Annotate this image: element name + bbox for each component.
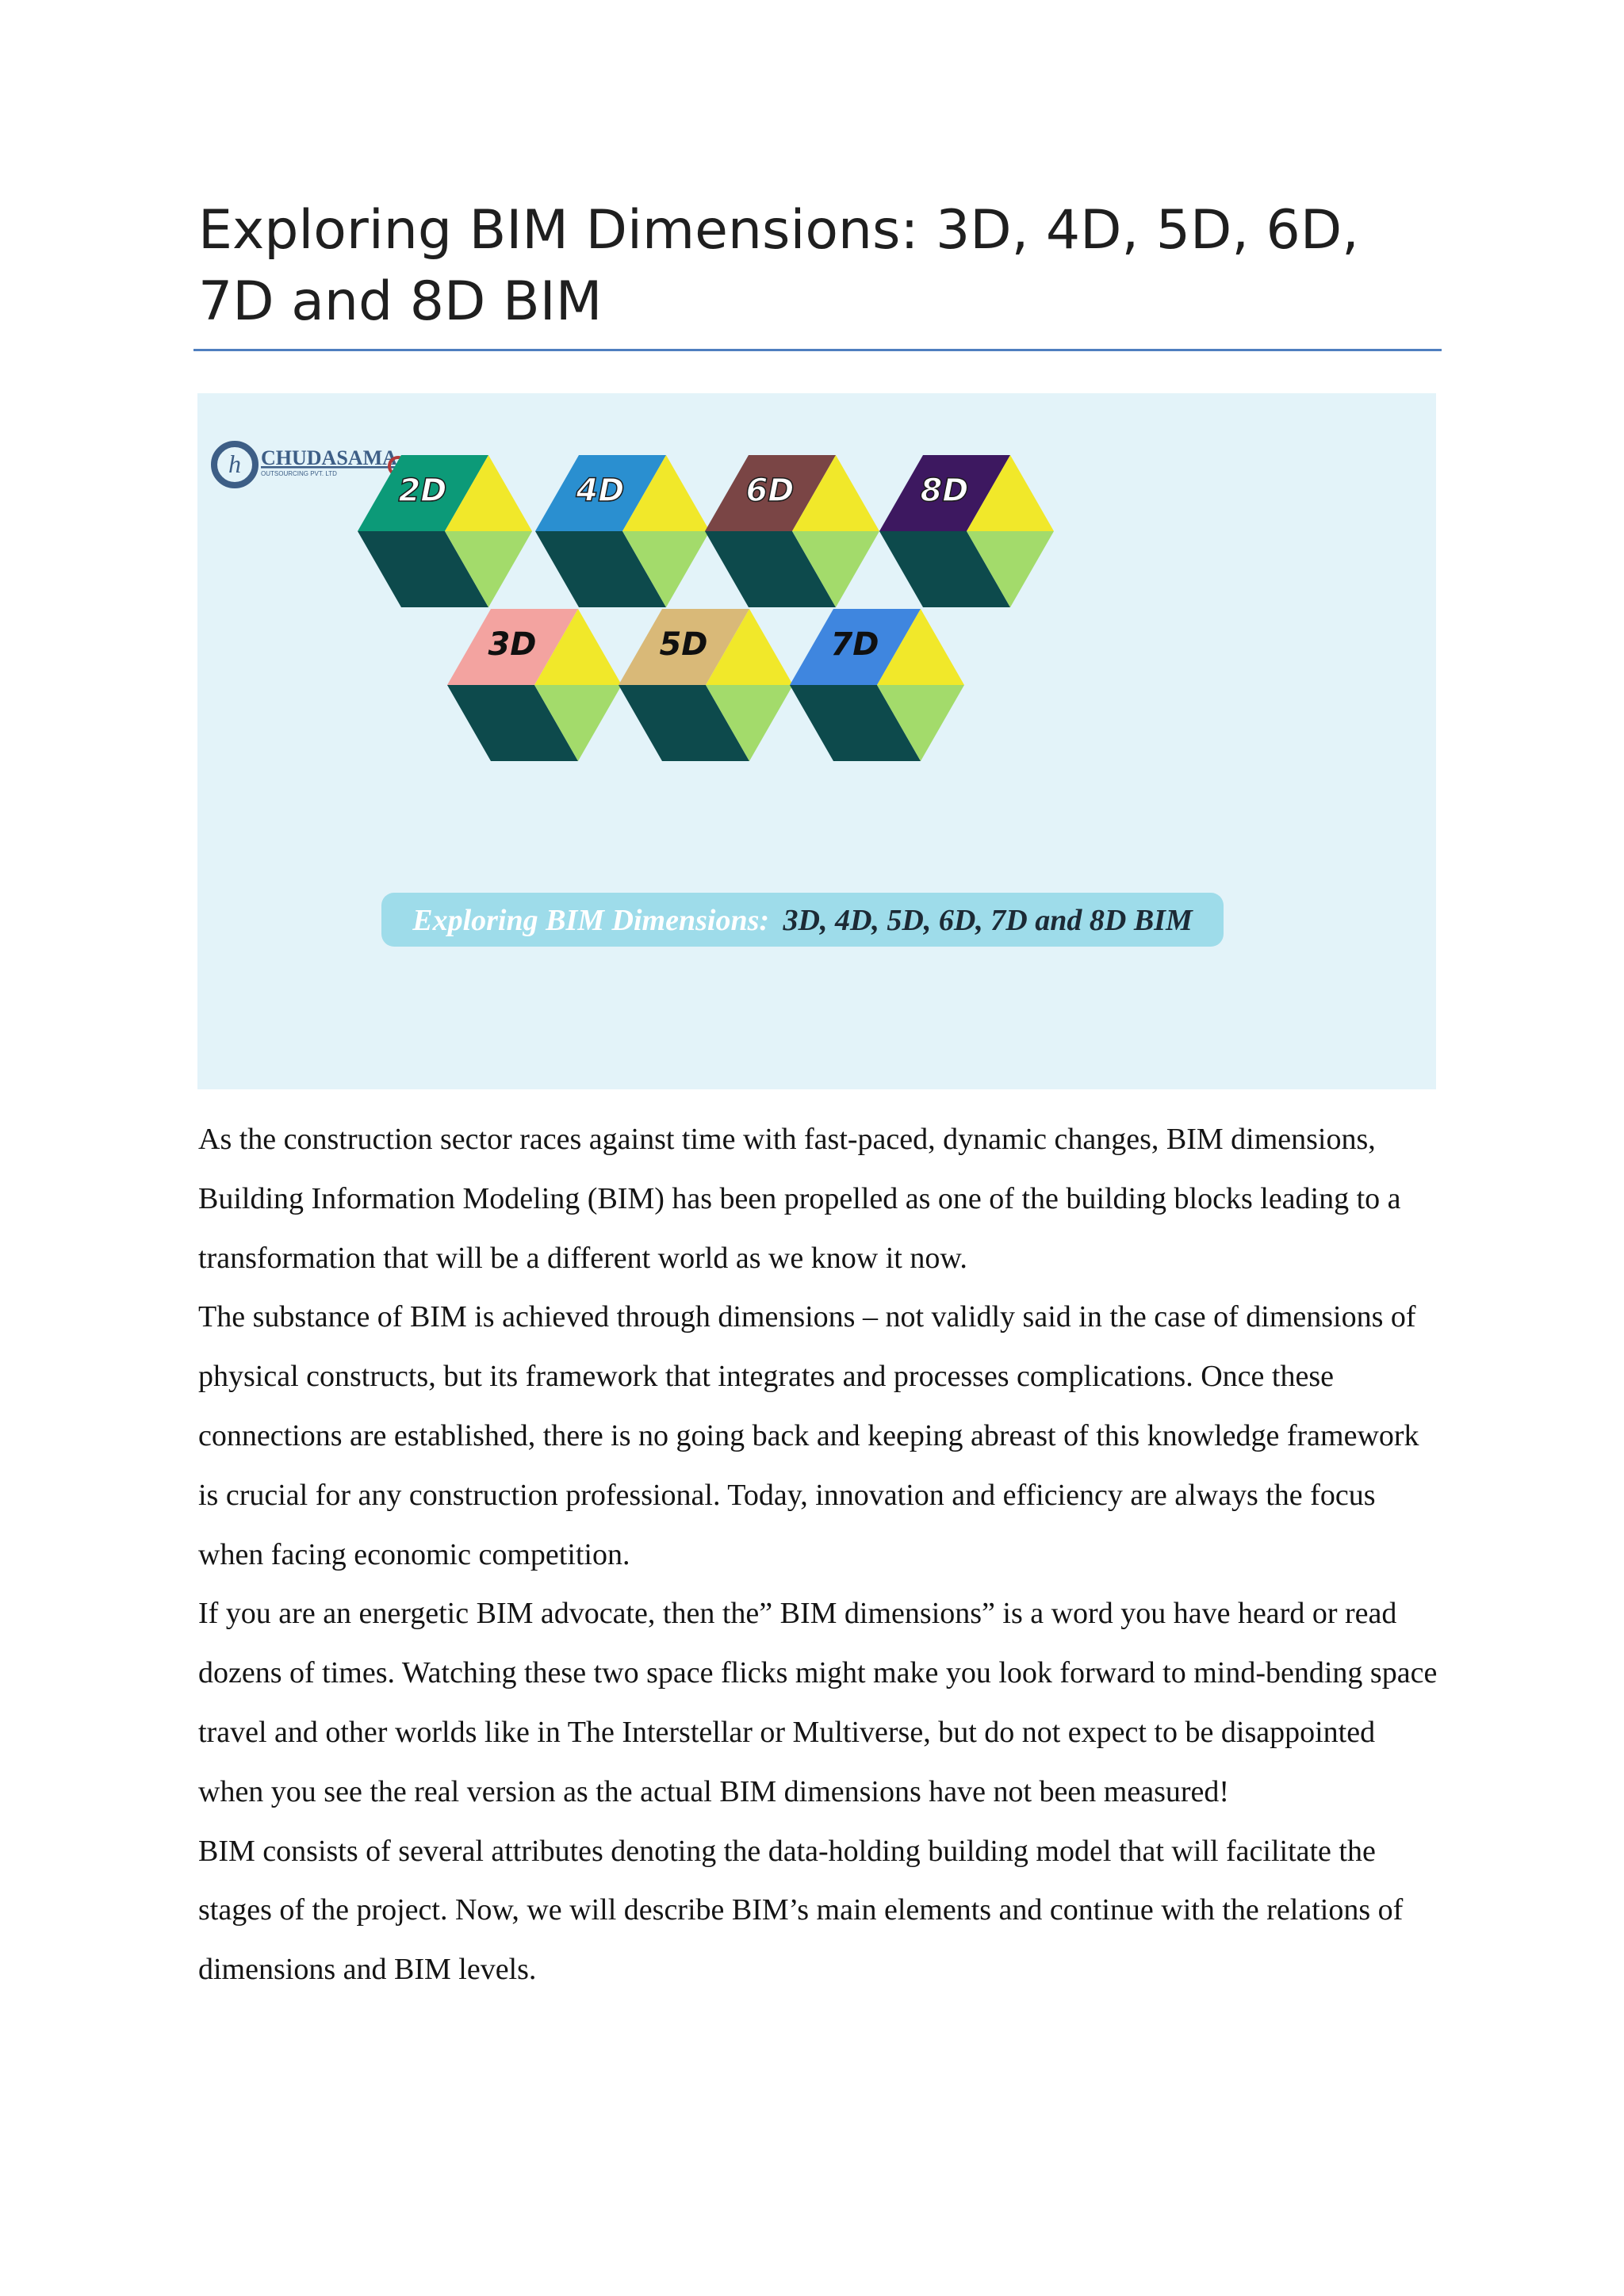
paragraph: The substance of BIM is achieved through dimensions – not validly said in the case of dimensions of physical constructs, but its framework that integrates and processes complications. Once these connections are established, there is no going back and keeping abreast of this knowledge framework is crucial for any construction professional. Today, innovation and efficiency are always the focus when facing economic competition. bbox=[198, 1300, 1419, 1571]
page-title: Exploring BIM Dimensions: 3D, 4D, 5D, 6D, 7D and 8D BIM bbox=[198, 199, 1359, 333]
dimension-cubes bbox=[358, 455, 1054, 761]
paragraph: As the construction sector races against time with fast-paced, dynamic changes, BIM dimensions, Building Information Modeling (BIM) has been propelled as one of the building blocks leading to a transformation that will be a different world as we know it now. bbox=[198, 1123, 1401, 1275]
hero-image bbox=[197, 393, 1436, 1089]
logo-subtitle: OUTSOURCING PVT. LTD bbox=[261, 470, 337, 477]
title-underline bbox=[193, 349, 1442, 351]
cube-2d bbox=[358, 455, 532, 607]
cube-label: 5D bbox=[659, 626, 708, 663]
article-body bbox=[198, 1110, 1443, 1999]
company-logo bbox=[214, 444, 407, 485]
logo-brand: CHUDASAMA bbox=[261, 446, 397, 469]
cube-label: 4D bbox=[576, 473, 625, 509]
paragraph: BIM consists of several attributes denoting the data-holding building model that will facilitate the stages of the project. Now, we will describe BIM’s main elements and continue with the relations of dimensions and BIM levels. bbox=[198, 1834, 1404, 1987]
hero-banner bbox=[381, 893, 1224, 947]
cube-6d bbox=[705, 455, 879, 607]
cube-label: 8D bbox=[920, 473, 969, 509]
cube-label: 6D bbox=[745, 473, 795, 509]
cube-label: 7D bbox=[830, 626, 879, 663]
banner-lead: Exploring BIM Dimensions: bbox=[412, 904, 770, 937]
cube-label: 2D bbox=[398, 473, 447, 509]
cube-7d bbox=[790, 609, 964, 761]
cube-8d bbox=[879, 455, 1054, 607]
cube-5d bbox=[619, 609, 793, 761]
cube-label: 3D bbox=[488, 626, 537, 663]
banner-tail: 3D, 4D, 5D, 6D, 7D and 8D BIM bbox=[783, 904, 1193, 937]
svg-text:h: h bbox=[228, 450, 241, 478]
svg-text:Exploring BIM Dimensions: bbox=[412, 904, 1193, 937]
paragraph: If you are an energetic BIM advocate, then the” BIM dimensions” is a word you have heard or read dozens of times. Watching these two space flicks might make you look forward to mind-bending space travel and other worlds like in The Interstellar or Multiverse, but do not expect to be disappointed when you see the real version as the actual BIM dimensions have not been measured! bbox=[198, 1597, 1438, 1808]
cube-3d bbox=[447, 609, 622, 761]
cube-4d bbox=[535, 455, 710, 607]
